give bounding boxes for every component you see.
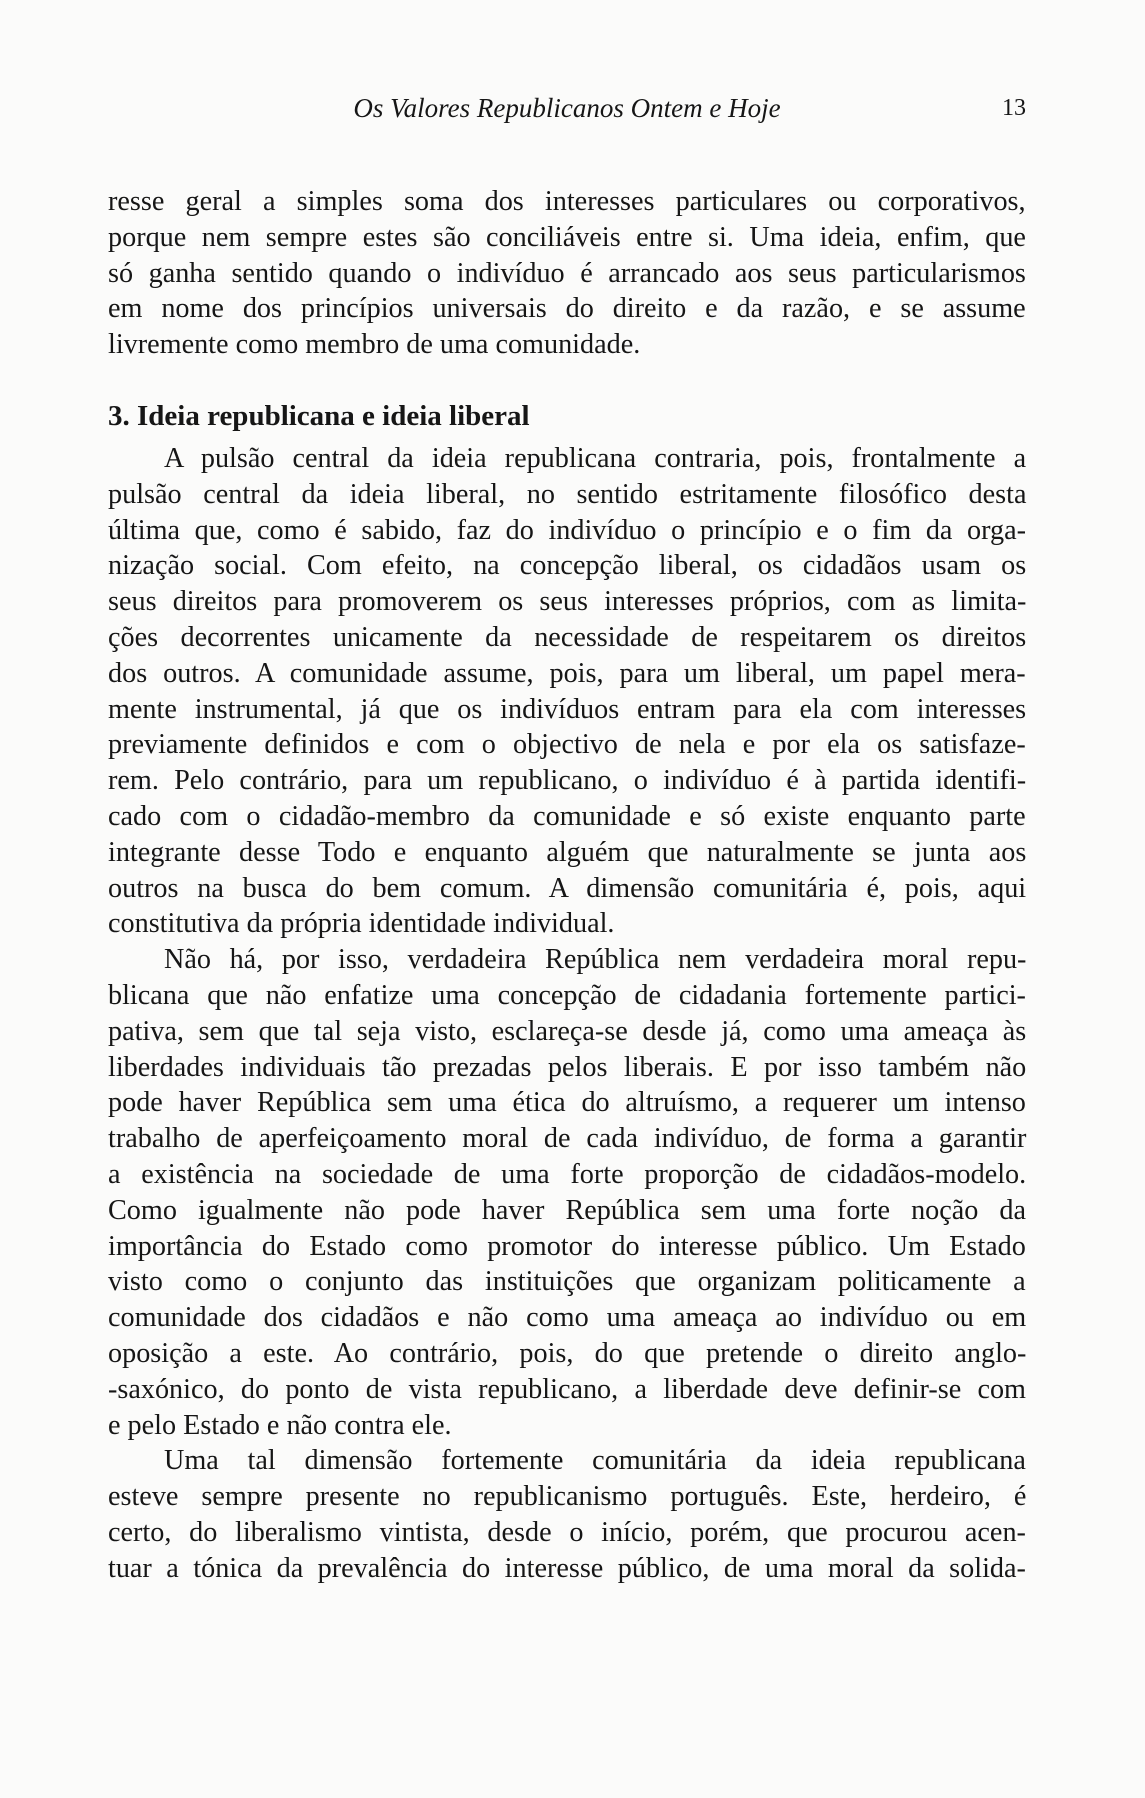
text-line: constitutiva da própria identidade individual. xyxy=(108,908,615,940)
paragraph-1 xyxy=(108,184,1026,363)
text-line: outros na busca do bem comum. A dimensão comunitária é, pois, aqui xyxy=(108,872,1027,904)
text-line: mente instrumental, já que os indivíduos entram para ela com interesses xyxy=(108,693,1027,725)
text-line: Uma tal dimensão fortemente comunitária da ideia republicana xyxy=(164,1445,1026,1477)
text-line: oposição a este. Ao contrário, pois, do que pretende o direito anglo- xyxy=(108,1337,1027,1369)
text-line: resse geral a simples soma dos interesses particulares ou corporativos, xyxy=(108,186,1026,217)
text-line: comunidade dos cidadãos e não como uma ameaça ao indivíduo ou em xyxy=(108,1302,1027,1334)
text-line: porque nem sempre estes são conciliáveis entre si. Uma ideia, enfim, que xyxy=(108,221,1026,253)
text-line: livremente como membro de uma comunidade. xyxy=(108,329,641,361)
text-line: pulsão central da ideia liberal, no sentido estritamente filosófico desta xyxy=(108,478,1027,510)
text-line: cado com o cidadão-membro da comunidade e só existe enquanto parte xyxy=(108,800,1026,832)
text-line: seus direitos para promoverem os seus interesses próprios, com as limita- xyxy=(108,586,1027,618)
text-line: -saxónico, do ponto de vista republicano, a liberdade deve definir-se com xyxy=(108,1373,1026,1405)
section-heading: 3. Ideia republicana e ideia liberal xyxy=(108,399,530,432)
text-line: dos outros. A comunidade assume, pois, para um liberal, um papel mera- xyxy=(108,657,1026,689)
text-line: a existência na sociedade de uma forte proporção de cidadãos-modelo. xyxy=(108,1158,1027,1190)
text-line: em nome dos princípios universais do direito e da razão, e se assume xyxy=(108,293,1026,325)
text-line: integrante desse Todo e enquanto alguém que naturalmente se junta aos xyxy=(108,836,1027,868)
text-line: Como igualmente não pode haver República sem uma forte noção da xyxy=(108,1194,1027,1226)
running-header xyxy=(108,88,1026,128)
text-line: blicana que não enfatize uma concepção de cidadania fortemente partici- xyxy=(108,979,1026,1011)
text-line: pativa, sem que tal seja visto, esclareça-se desde já, como uma ameaça às xyxy=(108,1015,1027,1047)
text-line: trabalho de aperfeiçoamento moral de cada indivíduo, de forma a garantir xyxy=(108,1123,1027,1155)
text-line: só ganha sentido quando o indivíduo é arrancado aos seus particularismos xyxy=(108,257,1026,289)
text-line: previamente definidos e com o objectivo de nela e por ela os satisfaze- xyxy=(108,729,1026,761)
text-line: ções decorrentes unicamente da necessidade de respeitarem os direitos xyxy=(108,621,1027,653)
text-line: tuar a tónica da prevalência do interesse público, de uma moral da solida- xyxy=(108,1552,1026,1584)
page-number: 13 xyxy=(1002,95,1026,121)
text-line: última que, como é sabido, faz do indivíduo o princípio e o fim da orga- xyxy=(108,514,1027,546)
text-line: esteve sempre presente no republicanismo português. Este, herdeiro, é xyxy=(108,1481,1027,1513)
text-line: Não há, por isso, verdadeira República nem verdadeira moral repu- xyxy=(164,944,1027,976)
paragraph-2 xyxy=(108,441,1026,942)
text-line: nização social. Com efeito, na concepção liberal, os cidadãos usam os xyxy=(108,550,1027,582)
running-title: Os Valores Republicanos Ontem e Hoje xyxy=(353,93,781,123)
body-text xyxy=(108,184,1026,1586)
text-line: liberdades individuais tão prezadas pelos liberais. E por isso também não xyxy=(108,1051,1027,1083)
text-line: importância do Estado como promotor do interesse público. Um Estado xyxy=(108,1230,1026,1262)
paragraph-4 xyxy=(108,1443,1026,1586)
paragraph-3 xyxy=(108,942,1026,1443)
text-line: A pulsão central da ideia republicana contraria, pois, frontalmente a xyxy=(164,442,1027,474)
text-line: e pelo Estado e não contra ele. xyxy=(108,1409,452,1441)
text-line: certo, do liberalismo vintista, desde o início, porém, que procurou acen- xyxy=(108,1516,1026,1548)
text-line: pode haver República sem uma ética do altruísmo, a requerer um intenso xyxy=(108,1087,1026,1119)
text-line: rem. Pelo contrário, para um republicano, o indivíduo é à partida identifi- xyxy=(108,765,1027,797)
text-line: visto como o conjunto das instituições que organizam politicamente a xyxy=(108,1266,1026,1298)
